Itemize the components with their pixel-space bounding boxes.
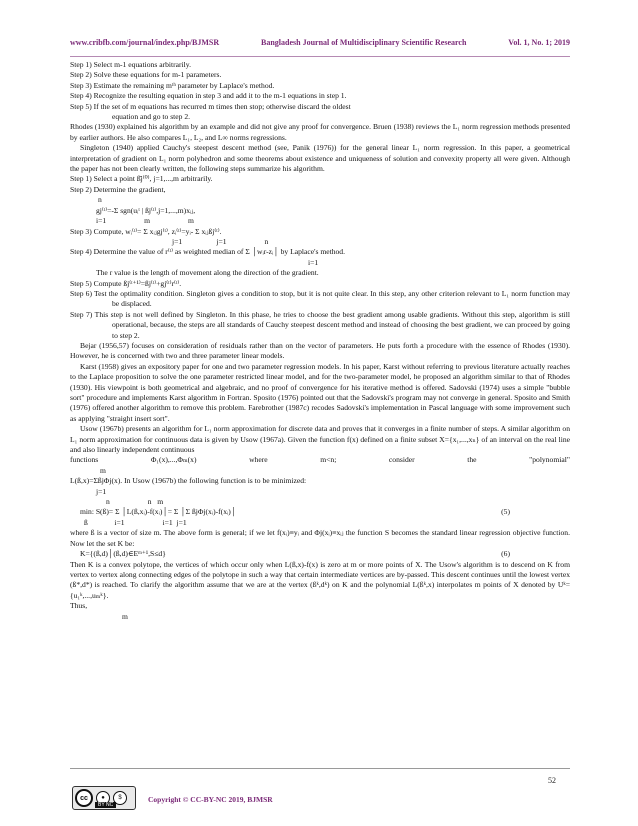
paragraph-rhodes: Rhodes (1930) explained his algorithm by an example and did not give any proof for convergence. Bruen (1938) reviews the L₁ norm regression methods presented by earlier authors. He also compares L₁, L₂, and L∞ norms regressions.: [70, 122, 570, 142]
sum-limit: n n m: [106, 497, 164, 507]
equation-6: [70, 549, 570, 559]
cc-icon: cc: [75, 789, 93, 807]
journal-url[interactable]: www.cribfb.com/journal/index.php/BJMSR: [70, 38, 220, 47]
word: the: [467, 455, 477, 465]
polynomial-definition: L(ß,x)=ΣßjΦj(x). In Usow (1967b) the following function is to be minimized:: [70, 476, 307, 486]
thus-line: Thus,: [70, 601, 88, 611]
equation-number: (5): [501, 507, 510, 517]
journal-volume: Vol. 1, No. 1; 2019: [508, 38, 570, 47]
page-number: 52: [548, 776, 556, 785]
paragraph-bejar: Bejar (1956,57) focuses on consideration of residuals rather than on the vector of parameters. He puts forth a procedure with the essence of Rhodes (1930). However, he is concerned with two and three parameter linear models.: [70, 340, 570, 361]
step-line: Step 4) Recognize the resulting equation in step 3 and add it to the m-1 equations in step 1.: [70, 91, 347, 101]
step-line: Step 3) Estimate the remaining mᵗʰ parameter by Laplace's method.: [70, 80, 275, 90]
step-line: Step 4) Determine the value of r⁽ᵗ⁾ as weighted median of Σ │wᵢr-zᵢ│ by Laplace's method.: [70, 247, 345, 257]
step-line: Step 5) Compute ßj⁽ᵗ⁺¹⁾=ßj⁽ᵗ⁾+gj⁽ᵗ⁾r⁽ᵗ⁾.: [70, 278, 182, 288]
step-note: The r value is the length of movement along the direction of the gradient.: [96, 268, 319, 278]
paragraph-then: Then K is a convex polytope, the vertices of which occur only when L(ß,x)-f(x) is zero at m or more points of X. The Usow's algorithm is to descend on K from vertex to vertex along connecting edges of the polytope in such a way that certain intermediate vertices are by-passed. This descent continues until the lowest vertex (ß*,d*) is reached. To clarify the algorithm assume that we are at the vertex (ßᵏ,dᵏ) on K and the polynomial L(ßᵏ,x) interpolates m points of X denoted by Uᵏ={u₁ᵏ,...,uₘᵏ}.: [70, 559, 570, 600]
equation-body: min: S(ß)= Σ │L(ß,xᵢ)-f(xᵢ)│= Σ │Σ ßjΦj(xᵢ)-f(xᵢ)│: [80, 507, 237, 517]
paragraph-where: where ß is a vector of size m. The above form is general; if we let f(xᵢ)≡yᵢ and Φj(xᵢ)≡xᵢⱼ the function S becomes the standard linear regression objective function. Now let the set K be:: [70, 528, 570, 548]
footer-rule: [70, 768, 570, 769]
by-icon: ●: [96, 791, 110, 805]
word: m<n;: [320, 455, 337, 465]
sum-limit: ß i=1 i=1 j=1: [84, 517, 187, 527]
word: "polynomial": [529, 455, 570, 465]
word: where: [249, 455, 268, 465]
journal-header: [70, 38, 570, 50]
step-line: Step 2) Determine the gradient,: [70, 184, 166, 194]
cc-license-logo[interactable]: [72, 786, 136, 810]
equation-number: (6): [501, 549, 510, 559]
header-rule: [70, 56, 570, 57]
sum-limit: j=1 j=1 n: [172, 236, 269, 246]
step-line: Step 1) Select a point ß̂j⁽⁰⁾, j=1,...,m arbitrarily.: [70, 174, 213, 184]
step-line: Step 3) Compute, wᵢ⁽ᵗ⁾= Σ xᵢⱼgj⁽ᵗ⁾, zᵢ⁽ᵗ⁾=yᵢ- Σ xᵢⱼßj⁽ᵗ⁾.: [70, 226, 222, 236]
license-bar: BY NC: [95, 802, 116, 808]
step-line: Step 5) If the set of m equations has recurred m times then stop; otherwise discard the oldest: [70, 101, 351, 111]
sum-limit: j=1: [96, 486, 107, 496]
step-line: Step 2) Solve these equations for m-1 parameters.: [70, 70, 222, 80]
step-line: Step 6) Test the optimality condition. Singleton gives a condition to stop, but it is not quite clear. In this step, any other criterion relevant to L₁ norm function may be displaced.: [70, 288, 570, 309]
step-line: Step 7) This step is not well defined by Singleton. In this phase, he tries to choose the best gradient among usable gradients. Without this step, algorithm is still operational, because, the steps are all standards of Cauchy steepest descent method and instead of choosing the best gradient, we can proceed by going to step 2.: [70, 309, 570, 340]
copyright-text: Copyright © CC-BY-NC 2019, BJMSR: [148, 795, 273, 804]
word: consider: [388, 455, 415, 465]
journal-name: Bangladesh Journal of Multidisciplinary Scientific Research: [261, 38, 467, 47]
equation-gradient: gj⁽ᵗ⁾=-Σ sgn(uᵢᵗ | ßj⁽ᵗ⁾,j=1,...,m)xᵢⱼ,: [96, 205, 196, 215]
paragraph-singleton: Singleton (1940) applied Cauchy's steepest descent method (see, Panik (1976)) for the general linear L₁ norm regression. In this paper, a geometrical interpretation of gradient on L₁ norm polyhedron and some theorems about existence and uniqueness of solution and convexity property all were given. Although the paper has not been clearly written, the following steps summarize his algorithm.: [70, 143, 570, 174]
step-line: Step 1) Select m-1 equations arbitrarily.: [70, 60, 191, 69]
usow-functions-line: [70, 455, 570, 465]
equation-body: K={(ß,d)│(ß,d)∈Eᵐ⁺¹,S≤d}: [80, 549, 166, 559]
page-body: [70, 60, 570, 622]
sum-limit: i=1: [308, 257, 319, 267]
word: Φ₁(x),...,Φₘ(x): [150, 455, 197, 465]
sum-limit: i=1 m m: [96, 216, 194, 226]
sum-limit: m: [100, 465, 106, 475]
sum-limit: n: [98, 195, 102, 205]
paragraph-usow: Usow (1967b) presents an algorithm for L₁ norm approximation for discrete data and proves that it converges in a finite number of steps. A similar algorithm on L₁ norm approximation for continuous data is given by Usow (1967a). Given the function f(x) defined on a finite subset X={x₁,...,xₙ} of an interval on the real line and also linearly independent continuous: [70, 424, 570, 455]
equation-5: [70, 507, 570, 517]
sum-limit: m: [122, 611, 128, 621]
nc-icon: $: [113, 791, 127, 805]
paragraph-karst: Karst (1958) gives an expository paper for one and two parameter regression models. In his paper, Karst without referring to previous literature actually reaches to the Laplace proposition to solve the one parameter restricted linear model, and for the two-parameter model, he proposed an algorithm similar to that of Rhodes (1930). His viewpoint is both geometrical and algebraic, and no proof of convergence for his iterative method is offered. Sadovski (1974) uses a simple "bubble sort" procedure and implements Karst algorithm in Fortran. Sposito (1976) pointed out that the Sadovski's program may not converge in general. Sposito and Smith (1976) offered another algorithm to remove this problem. Farebrother (1987c) recodes Sadovski's implementation in Pascal language with some improvement such as applying "straight insert sort".: [70, 361, 570, 423]
word: functions: [70, 455, 99, 465]
step-line: equation and go to step 2.: [112, 112, 191, 122]
